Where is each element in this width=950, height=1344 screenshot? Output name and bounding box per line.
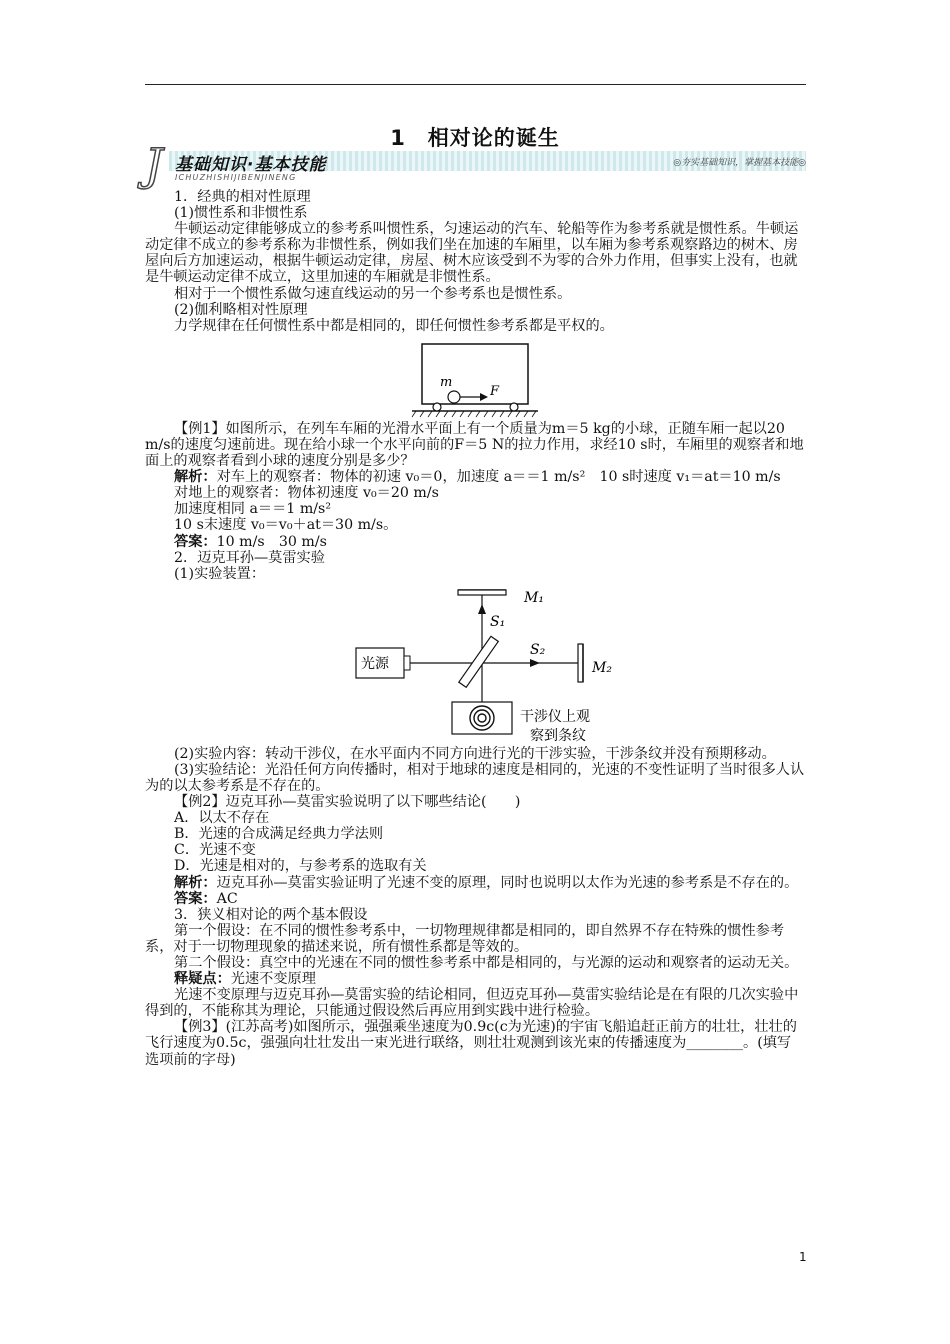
option-c: C．光速不变 xyxy=(174,842,256,859)
light-source-label: 光源 xyxy=(361,655,389,672)
answer-text: 10 m/s 30 m/s xyxy=(216,533,327,550)
analysis-line: 对车上的观察者：物体的初速 v₀＝0，加速度 a＝＝1 m/s² 10 s时速度 v₁＝at＝10 m/s xyxy=(216,469,781,486)
example-2-question: 【例2】迈克耳孙—莫雷实验说明了以下哪些结论( ) xyxy=(174,794,521,811)
paragraph: 相对于一个惯性系做匀速直线运动的另一个参考系也是惯性系。 xyxy=(174,285,572,302)
beam-s2-label: S₂ xyxy=(530,641,546,658)
paragraph: 第一个假设：在不同的惯性参考系中，一切物理规律都是相同的，即自然界不存在特殊的惯性参考系，对于一切物理现象的描述来说，所有惯性系都是等效的。 xyxy=(145,922,785,955)
clarify-topic: 光速不变原理 xyxy=(230,971,316,988)
banner-motto: ◎夯实基础知识，掌握基本技能◎ xyxy=(673,158,806,168)
page-title: 1 相对论的诞生 xyxy=(390,126,560,150)
section-heading: 1．经典的相对性原理 xyxy=(174,189,311,205)
caption-line-2: 察到条纹 xyxy=(530,727,586,744)
paragraph: (2)实验内容：转动干涉仪，在水平面内不同方向进行光的干涉实验，干涉条纹并没有预期移动。 xyxy=(174,745,776,762)
header-rule xyxy=(145,84,806,85)
analysis-text: 迈克耳孙—莫雷实验证明了光速不变的原理，同时也说明以太作为光速的参考系是不存在的。 xyxy=(216,874,799,891)
answer-label: 答案： xyxy=(174,533,217,550)
michelson-interferometer-figure xyxy=(330,584,660,744)
subsection-heading: (2)伽利略相对性原理 xyxy=(174,301,308,318)
section-banner xyxy=(145,140,806,191)
paragraph: 光速不变原理与迈克耳孙—莫雷实验的结论相同，但迈克耳孙—莫雷实验结论是在有限的几次实验中得到的，不能称其为理论，只能通过假设然后再应用到实践中进行检验。 xyxy=(145,987,799,1020)
answer-label: 答案： xyxy=(174,890,217,907)
subsection-heading: (1)惯性系和非惯性系 xyxy=(174,205,308,222)
section-heading: 2．迈克耳孙—莫雷实验 xyxy=(174,549,325,566)
option-a: A．以太不存在 xyxy=(174,810,270,827)
paragraph: 第二个假设：真空中的光速在不同的惯性参考系中都是相同的，与光源的运动和观察者的运动无关。 xyxy=(174,955,799,971)
banner-label: 基础知识·基本技能 xyxy=(175,155,327,175)
option-d: D．光速是相对的，与参考系的选取有关 xyxy=(174,858,427,875)
banner-letter: J xyxy=(145,140,163,191)
clarify-heading xyxy=(145,971,805,987)
example-1: 【例1】如图所示，在列车车厢的光滑水平面上有一个质量为m＝5 kg的小球，正随车厢一起以20 m/s的速度匀速前进。现在给小球一个水平向前的F＝5 N的拉力作用，求经10 s时，车厢里的观察者和地面上的观察者看到小球的速度分别是多少？ xyxy=(145,420,804,470)
force-label: F xyxy=(490,383,500,399)
example-1-analysis xyxy=(145,469,805,485)
option-b: B．光速的合成满足经典力学法则 xyxy=(174,826,384,843)
example-1-answer xyxy=(145,534,805,550)
mirror-m1-label: M₁ xyxy=(524,589,544,606)
analysis-label: 解析： xyxy=(174,874,217,891)
paragraph: (3)实验结论：光沿任何方向传播时，相对于地球的速度是相同的，光速的不变性证明了当时很多人认为的以太参考系是不存在的。 xyxy=(145,761,805,794)
banner-pinyin: ICHUZHISHIJIBENJINENG xyxy=(175,173,297,182)
analysis-label: 解析： xyxy=(174,469,217,486)
clarify-label: 释疑点： xyxy=(174,971,231,988)
subsection-heading: (1)实验装置： xyxy=(174,565,266,582)
example-2-analysis xyxy=(145,875,805,891)
mass-label: m xyxy=(440,374,453,390)
analysis-line: 加速度相同 a＝＝1 m/s² xyxy=(174,501,332,518)
example-3: 【例3】(江苏高考)如图所示，强强乘坐速度为0.9c(c为光速)的宇宙飞船追赶正前方的壮壮，壮壮的飞行速度为0.5c，强强向壮壮发出一束光进行联络，则壮壮观测到该光束的传播速度为________。(填写选项前的字母) xyxy=(145,1019,797,1068)
answer-text: AC xyxy=(216,890,238,907)
document-body xyxy=(145,189,805,1068)
paragraph: 力学规律在任何惯性系中都是相同的，即任何惯性参考系都是平权的。 xyxy=(174,317,614,334)
paragraph: 牛顿运动定律能够成立的参考系叫惯性系，匀速运动的汽车、轮船等作为参考系就是惯性系。牛顿运动定律不成立的参考系称为非惯性系，例如我们坐在加速的车厢里，以车厢为参考系观察路边的树木、房屋向后方加速运动，根据牛顿运动定律，房屋、树木应该受到不为零的合外力作用，但事实上没有，也就是牛顿运动定律不成立，这里加速的车厢就是非惯性系。 xyxy=(145,221,799,286)
beam-s1-label: S₁ xyxy=(490,613,506,630)
train-car-figure xyxy=(410,338,540,418)
analysis-line: 10 s末速度 v₀＝v₀＋at＝30 m/s。 xyxy=(174,517,398,534)
page-number: 1 xyxy=(799,1250,807,1264)
section-heading: 3．狭义相对论的两个基本假设 xyxy=(174,906,368,923)
example-2-answer xyxy=(145,891,805,907)
analysis-line: 对地上的观察者：物体初速度 v₀＝20 m/s xyxy=(174,485,439,502)
mirror-m2-label: M₂ xyxy=(592,659,612,676)
caption-line-1: 干涉仪上观 xyxy=(520,708,590,725)
